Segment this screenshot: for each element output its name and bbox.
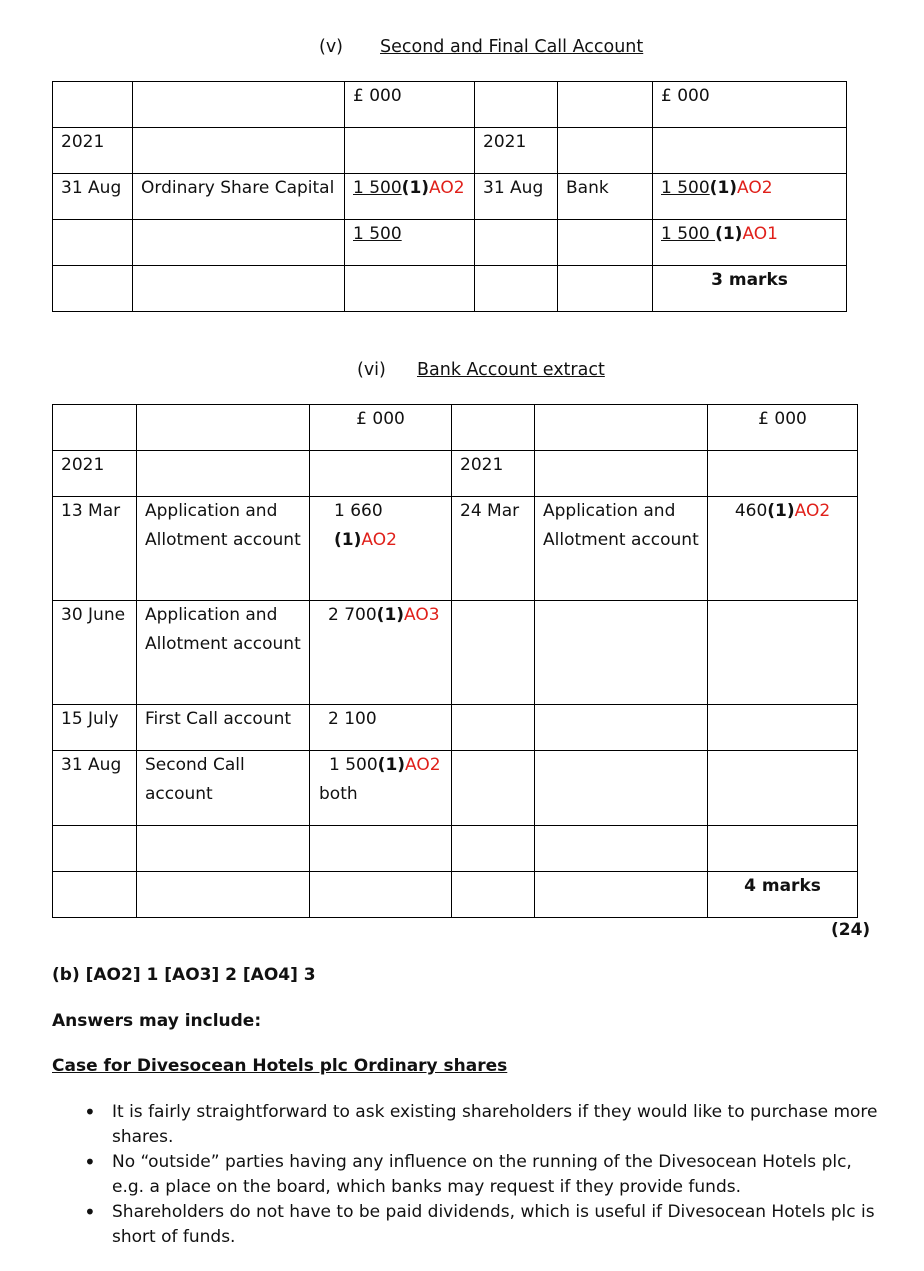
- entry-amount-right: 1 500: [661, 178, 710, 198]
- section-v-heading: [0, 37, 924, 63]
- table-row: [53, 872, 858, 918]
- mark: (1): [334, 530, 362, 550]
- total-right-cell: [653, 220, 847, 266]
- list-item: • It is fairly straightforward to ask existing shareholders if they would like to purchase more shares.: [52, 1100, 882, 1150]
- table-row: [53, 826, 858, 872]
- ao-tag: AO1: [742, 224, 778, 244]
- currency-left: £ 000: [345, 82, 475, 128]
- row-amount-cell: [310, 497, 452, 601]
- section-vi-number: (vi): [357, 360, 386, 380]
- row-desc: Application and Allotment account: [137, 601, 310, 705]
- total-marks: (24): [831, 920, 871, 940]
- entry-amount-left-cell: [345, 174, 475, 220]
- currency-left: £ 000: [310, 405, 452, 451]
- row-desc: First Call account: [137, 705, 310, 751]
- row-amount-cell: [310, 751, 452, 826]
- row-note: both: [319, 784, 358, 804]
- section-v-title: Second and Final Call Account: [380, 37, 644, 57]
- row-date: 13 Mar: [53, 497, 137, 601]
- part-b-intro: Answers may include:: [52, 1011, 262, 1031]
- mark: (1): [376, 605, 405, 625]
- list-item: • No “outside” parties having any influence on the running of the Divesocean Hotels plc, e.g. a place on the board, which banks may request if they provide funds.: [52, 1150, 882, 1200]
- year-right: 2021: [452, 451, 535, 497]
- table-row: [53, 497, 858, 601]
- marks-label: 4 marks: [708, 872, 858, 918]
- row-amount-cell: [310, 601, 452, 705]
- total-right: 1 500: [661, 224, 716, 244]
- section-v-number: (v): [319, 37, 344, 57]
- ao-tag: AO2: [794, 501, 831, 521]
- ao-tag: AO2: [737, 178, 773, 198]
- table-row: [53, 220, 847, 266]
- currency-right: £ 000: [708, 405, 858, 451]
- total-left: 1 500: [353, 224, 402, 244]
- row-desc: Application and Allotment account: [137, 497, 310, 601]
- mark: (1): [377, 755, 406, 775]
- row-amount-right-cell: [708, 497, 858, 601]
- table-row: [53, 266, 847, 312]
- currency-right: £ 000: [653, 82, 847, 128]
- table-row: [53, 705, 858, 751]
- row-date: 15 July: [53, 705, 137, 751]
- table-row: [53, 128, 847, 174]
- second-final-call-account-table: [52, 81, 847, 312]
- mark: (1): [401, 178, 430, 198]
- year-right: 2021: [475, 128, 558, 174]
- ao-tag: AO2: [361, 530, 397, 550]
- mark: (1): [767, 501, 795, 521]
- entry-amount-left: 1 500: [353, 178, 402, 198]
- section-vi-title: Bank Account extract: [417, 360, 605, 380]
- ao-tag: AO2: [405, 755, 441, 775]
- table-row: [53, 451, 858, 497]
- total-left-cell: [345, 220, 475, 266]
- table-row: [53, 174, 847, 220]
- row-amount: 1 500: [329, 755, 378, 775]
- ao-tag: AO3: [404, 605, 440, 625]
- row-amount: 2 700: [328, 605, 377, 625]
- ao-tag: AO2: [429, 178, 465, 198]
- year-left: 2021: [53, 451, 137, 497]
- marks-label: 3 marks: [653, 266, 847, 312]
- year-left: 2021: [53, 128, 133, 174]
- entry-date-left: 31 Aug: [53, 174, 133, 220]
- entry-date-right: 31 Aug: [475, 174, 558, 220]
- mark: (1): [709, 178, 738, 198]
- list-item: • Shareholders do not have to be paid dividends, which is useful if Divesocean Hotels plc is short of funds.: [52, 1200, 882, 1250]
- row-date-right: 24 Mar: [452, 497, 535, 601]
- row-date: 31 Aug: [53, 751, 137, 826]
- bank-account-extract-table: [52, 404, 858, 918]
- entry-desc-left: Ordinary Share Capital: [133, 174, 345, 220]
- part-b-case-title: Case for Divesocean Hotels plc Ordinary shares: [52, 1056, 508, 1076]
- section-vi-heading: [0, 360, 924, 386]
- entry-desc-right: Bank: [558, 174, 653, 220]
- row-desc-right: Application and Allotment account: [535, 497, 708, 601]
- table-row: [53, 601, 858, 705]
- table-row: [53, 82, 847, 128]
- table-row: [53, 405, 858, 451]
- part-b-heading: (b) [AO2] 1 [AO3] 2 [AO4] 3: [52, 965, 316, 985]
- answer-bullets: [52, 1100, 882, 1250]
- table-row: [53, 751, 858, 826]
- mark: (1): [715, 224, 743, 244]
- row-date: 30 June: [53, 601, 137, 705]
- row-desc: Second Call account: [137, 751, 310, 826]
- row-amount-right: 460: [734, 501, 768, 521]
- row-amount: 1 660: [334, 501, 383, 521]
- row-amount: 2 100: [310, 705, 452, 751]
- entry-amount-right-cell: [653, 174, 847, 220]
